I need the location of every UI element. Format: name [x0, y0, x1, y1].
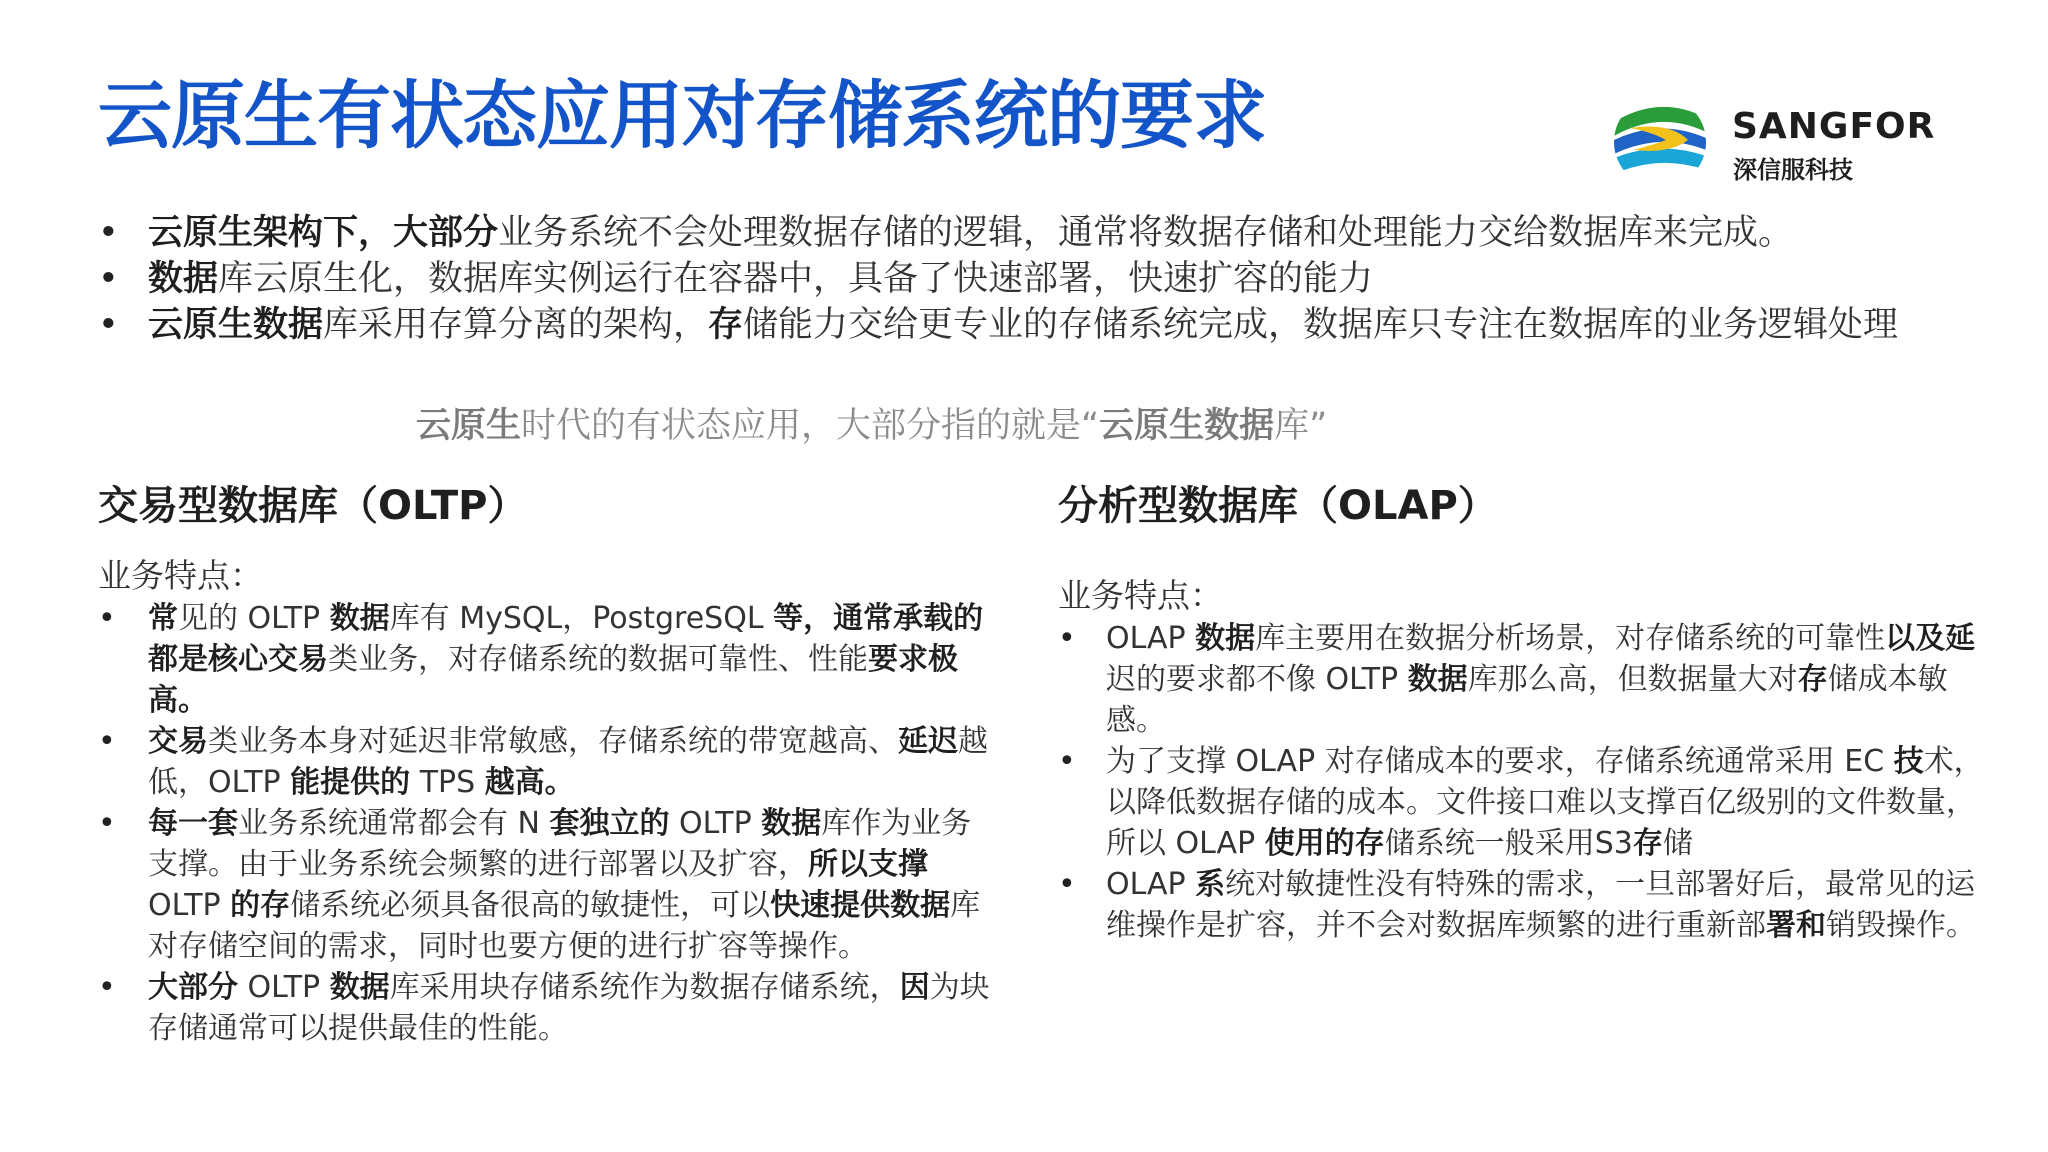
bold-text: 云原生架构下，大部分: [148, 213, 499, 253]
list-item: [98, 302, 1998, 348]
bold-text: 使用的存: [1264, 826, 1385, 861]
bold-text: 常: [148, 601, 178, 636]
olap-section: [1058, 478, 1998, 946]
bold-text: 云原生数据: [148, 305, 324, 345]
bold-text: 系: [1195, 867, 1226, 902]
text: 为了支撑 OLAP 对存储成本的要求，存储系统通常采用 EC: [1106, 744, 1894, 779]
text: TPS: [410, 765, 485, 800]
bold-text: 每一套: [148, 806, 238, 841]
list-item: [1058, 864, 1998, 946]
bold-text: 云原生: [416, 406, 522, 446]
bold-text: 要求极高。: [148, 642, 958, 718]
bold-text: 能提供的: [290, 765, 411, 800]
bold-text: 因: [899, 970, 930, 1005]
text: 时代的有状态应用，大部分指的就是“: [521, 406, 1100, 446]
text: 库”: [1274, 406, 1328, 446]
text: 库对存储空间的需求，同时也要方便的进行扩容等操作。: [148, 888, 981, 964]
sangfor-logo: [1610, 92, 1936, 192]
oltp-list: [98, 598, 998, 1049]
bold-text: 数据: [329, 970, 390, 1005]
bold-text: 所以支撑: [808, 847, 928, 882]
text: 库采用块存储系统作为数据存储系统，: [389, 970, 900, 1005]
text: OLTP: [669, 806, 762, 841]
sangfor-logo-icon: [1610, 92, 1710, 192]
bold-text: 技: [1893, 744, 1924, 779]
text: OLAP: [1106, 621, 1196, 656]
logo-subtitle: 深信服科技: [1733, 156, 1853, 184]
bold-text: 数据: [761, 806, 822, 841]
text: 储能力交给更专业的存储系统完成，数据库只专注在数据库的业务逻辑处理: [743, 305, 1899, 345]
bold-text: 云原生数据: [1099, 406, 1275, 446]
bold-text: 数据: [329, 601, 390, 636]
list-item: [98, 803, 998, 967]
list-item: [98, 721, 998, 803]
olap-label: 业务特点：: [1058, 576, 1223, 615]
bold-text: 署和: [1766, 908, 1826, 943]
text: 为块存储通常可以提供最佳的性能。: [148, 970, 990, 1046]
list-item: [98, 256, 1998, 302]
bold-text: 越高。: [484, 765, 575, 800]
bold-text: 的存: [230, 888, 291, 923]
text: 储成本敏感。: [1106, 662, 1948, 738]
text: 库那么高，但数据量大对: [1467, 662, 1798, 697]
text: 统对敏捷性没有特殊的需求，一旦部署好后，最常见的运维操作是扩容，并不会对数据库频繁的进行重新部: [1106, 867, 1976, 943]
bold-text: 数据: [1407, 662, 1468, 697]
bold-text: 交易: [148, 724, 208, 759]
bold-text: 存: [1797, 662, 1828, 697]
text: 库有 MySQL，PostgreSQL: [389, 601, 774, 636]
text: OLTP: [148, 888, 231, 923]
text: 越低，OLTP: [148, 724, 988, 800]
text: 类业务本身对延迟非常敏感，存储系统的带宽越高、: [208, 724, 898, 759]
list-item: [98, 967, 998, 1049]
text: 储: [1662, 826, 1693, 861]
page-title: 云原生有状态应用对存储系统的要求: [98, 73, 1266, 159]
bold-text: 快速提供数据: [770, 888, 951, 923]
bold-text: 延迟: [898, 724, 958, 759]
oltp-heading: 交易型数据库（OLTP）: [98, 483, 528, 529]
olap-heading: 分析型数据库（OLAP）: [1058, 483, 1498, 529]
text: 见的 OLTP: [178, 601, 330, 636]
text: OLTP: [238, 970, 330, 1005]
text: 储系统必须具备很高的敏捷性，可以: [290, 888, 771, 923]
intro-list: [98, 210, 1998, 348]
olap-list: [1058, 618, 1998, 946]
text: 销毁操作。: [1826, 908, 1976, 943]
list-item: [1058, 741, 1998, 864]
text: 业务系统通常都会有 N: [238, 806, 550, 841]
subline: [416, 398, 1327, 448]
list-item: [98, 210, 1998, 256]
bold-text: 套独立的: [549, 806, 670, 841]
text: 库云原生化，数据库实例运行在容器中，具备了快速部署，快速扩容的能力: [218, 259, 1374, 299]
text: 储系统一般采用S3: [1384, 826, 1633, 861]
text: 库作为业务支撑。由于业务系统会频繁的进行部署以及扩容，: [148, 806, 972, 882]
logo-name: SANGFOR: [1732, 106, 1936, 147]
oltp-label: 业务特点：: [98, 556, 263, 595]
bold-text: 存: [708, 305, 744, 345]
text: 库主要用在数据分析场景，对存储系统的可靠性: [1255, 621, 1886, 656]
text: 业务系统不会处理数据存储的逻辑，通常将数据存储和处理能力交给数据库来完成。: [498, 213, 1794, 253]
text: 库采用存算分离的架构，: [323, 305, 709, 345]
text: OLAP: [1106, 867, 1196, 902]
bold-text: 数据: [1195, 621, 1256, 656]
list-item: [1058, 618, 1998, 741]
bold-text: 大部分: [148, 970, 238, 1005]
bold-text: 等，通常承载的都是核心交易: [148, 601, 984, 677]
text: 术，以降低数据存储的成本。文件接口难以支撑百亿级别的文件数量，所以 OLAP: [1106, 744, 1984, 861]
oltp-section: [98, 478, 998, 1049]
bold-text: 存: [1632, 826, 1663, 861]
bold-text: 数据: [148, 259, 219, 299]
list-item: [98, 598, 998, 721]
bold-text: 以及延: [1885, 621, 1976, 656]
text: 迟的要求都不像 OLTP: [1106, 662, 1408, 697]
text: 类业务，对存储系统的数据可靠性、性能: [328, 642, 868, 677]
